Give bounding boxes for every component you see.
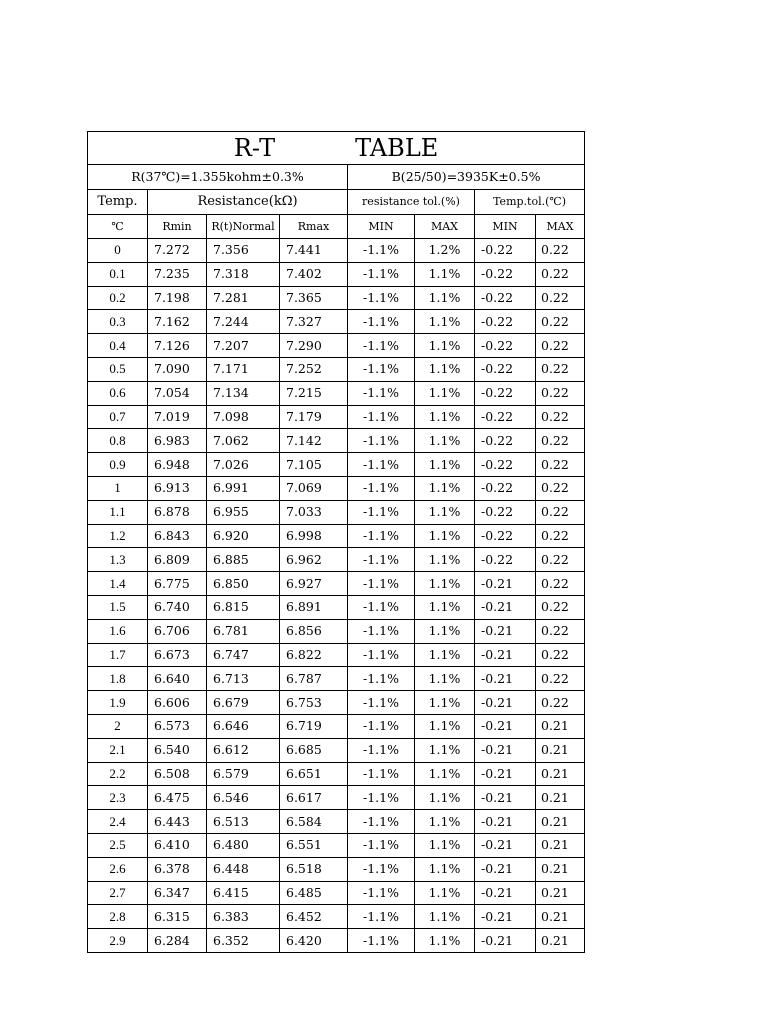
cell-res-tol-min: -1.1% xyxy=(348,833,415,857)
cell-temp-tol-min: -0.21 xyxy=(475,857,536,881)
cell-rmax: 6.485 xyxy=(280,881,348,905)
title-row xyxy=(88,132,585,165)
cell-rmin: 7.019 xyxy=(148,405,207,429)
cell-temp-tol-min: -0.22 xyxy=(475,310,536,334)
cell-res-tol-min: -1.1% xyxy=(348,476,415,500)
cell-rnormal: 6.679 xyxy=(207,691,280,715)
table-title xyxy=(88,132,585,165)
cell-rmax: 6.962 xyxy=(280,548,348,572)
cell-temp-tol-min: -0.22 xyxy=(475,262,536,286)
cell-res-tol-min: -1.1% xyxy=(348,738,415,762)
cell-temp: 2.9 xyxy=(88,929,148,953)
cell-res-tol-max: 1.1% xyxy=(415,429,475,453)
cell-res-tol-min: -1.1% xyxy=(348,810,415,834)
cell-rnormal: 7.098 xyxy=(207,405,280,429)
cell-res-tol-max: 1.1% xyxy=(415,881,475,905)
cell-rnormal: 6.920 xyxy=(207,524,280,548)
cell-temp: 1.7 xyxy=(88,643,148,667)
cell-temp-tol-max: 0.22 xyxy=(536,310,585,334)
table-row xyxy=(88,476,585,500)
cell-res-tol-min: -1.1% xyxy=(348,619,415,643)
cell-rmin: 6.809 xyxy=(148,548,207,572)
cell-rmin: 6.284 xyxy=(148,929,207,953)
cell-temp-tol-min: -0.22 xyxy=(475,476,536,500)
cell-rmax: 6.551 xyxy=(280,833,348,857)
cell-temp-tol-max: 0.22 xyxy=(536,405,585,429)
cell-rmax: 6.856 xyxy=(280,619,348,643)
cell-rmax: 7.069 xyxy=(280,476,348,500)
cell-res-tol-min: -1.1% xyxy=(348,357,415,381)
cell-rmin: 6.673 xyxy=(148,643,207,667)
cell-res-tol-min: -1.1% xyxy=(348,429,415,453)
cell-res-tol-max: 1.2% xyxy=(415,239,475,263)
cell-res-tol-max: 1.1% xyxy=(415,572,475,596)
cell-rnormal: 6.713 xyxy=(207,667,280,691)
cell-rnormal: 7.026 xyxy=(207,453,280,477)
cell-rmax: 7.179 xyxy=(280,405,348,429)
cell-rnormal: 6.579 xyxy=(207,762,280,786)
table-row xyxy=(88,334,585,358)
cell-res-tol-max: 1.1% xyxy=(415,381,475,405)
cell-res-tol-min: -1.1% xyxy=(348,334,415,358)
cell-rnormal: 6.815 xyxy=(207,595,280,619)
table-row xyxy=(88,239,585,263)
cell-temp-tol-min: -0.22 xyxy=(475,334,536,358)
cell-res-tol-max: 1.1% xyxy=(415,619,475,643)
table-row xyxy=(88,262,585,286)
table-row xyxy=(88,905,585,929)
cell-temp: 2.8 xyxy=(88,905,148,929)
cell-temp-tol-max: 0.22 xyxy=(536,357,585,381)
cell-temp: 0.2 xyxy=(88,286,148,310)
cell-rnormal: 7.207 xyxy=(207,334,280,358)
cell-rmin: 6.443 xyxy=(148,810,207,834)
cell-temp-tol-min: -0.22 xyxy=(475,453,536,477)
cell-rnormal: 6.885 xyxy=(207,548,280,572)
cell-rmax: 7.290 xyxy=(280,334,348,358)
cell-temp-tol-min: -0.21 xyxy=(475,667,536,691)
cell-rnormal: 6.955 xyxy=(207,500,280,524)
cell-temp-tol-max: 0.21 xyxy=(536,857,585,881)
cell-temp: 0.9 xyxy=(88,453,148,477)
cell-temp: 1.1 xyxy=(88,500,148,524)
cell-rmax: 7.105 xyxy=(280,453,348,477)
cell-temp: 2.3 xyxy=(88,786,148,810)
cell-rmax: 6.787 xyxy=(280,667,348,691)
cell-rmin: 6.475 xyxy=(148,786,207,810)
cell-temp: 1 xyxy=(88,476,148,500)
cell-rmin: 6.878 xyxy=(148,500,207,524)
cell-res-tol-min: -1.1% xyxy=(348,310,415,334)
cell-temp-tol-max: 0.21 xyxy=(536,929,585,953)
cell-rmin: 6.378 xyxy=(148,857,207,881)
table-row xyxy=(88,548,585,572)
cell-res-tol-max: 1.1% xyxy=(415,357,475,381)
table-row xyxy=(88,595,585,619)
cell-temp: 2.6 xyxy=(88,857,148,881)
cell-rmin: 6.775 xyxy=(148,572,207,596)
cell-res-tol-max: 1.1% xyxy=(415,500,475,524)
cell-temp-tol-min: -0.21 xyxy=(475,762,536,786)
cell-res-tol-min: -1.1% xyxy=(348,405,415,429)
cell-rmax: 6.891 xyxy=(280,595,348,619)
cell-rnormal: 6.850 xyxy=(207,572,280,596)
cell-res-tol-max: 1.1% xyxy=(415,905,475,929)
cell-res-tol-min: -1.1% xyxy=(348,857,415,881)
cell-res-tol-max: 1.1% xyxy=(415,810,475,834)
cell-rmax: 7.033 xyxy=(280,500,348,524)
cell-res-tol-max: 1.1% xyxy=(415,667,475,691)
cell-rmax: 6.753 xyxy=(280,691,348,715)
cell-res-tol-min: -1.1% xyxy=(348,881,415,905)
cell-rnormal: 7.062 xyxy=(207,429,280,453)
cell-temp-tol-max: 0.22 xyxy=(536,286,585,310)
cell-rmax: 7.327 xyxy=(280,310,348,334)
cell-rmin: 6.640 xyxy=(148,667,207,691)
cell-rnormal: 6.646 xyxy=(207,714,280,738)
cell-rmin: 7.162 xyxy=(148,310,207,334)
cell-res-tol-min: -1.1% xyxy=(348,239,415,263)
cell-res-tol-max: 1.1% xyxy=(415,524,475,548)
cell-temp-tol-min: -0.21 xyxy=(475,881,536,905)
cell-res-tol-min: -1.1% xyxy=(348,572,415,596)
cell-rmin: 7.198 xyxy=(148,286,207,310)
cell-res-tol-max: 1.1% xyxy=(415,310,475,334)
cell-rnormal: 7.318 xyxy=(207,262,280,286)
cell-temp-tol-max: 0.22 xyxy=(536,691,585,715)
cell-rmin: 7.272 xyxy=(148,239,207,263)
cell-rnormal: 6.352 xyxy=(207,929,280,953)
cell-rmax: 7.441 xyxy=(280,239,348,263)
cell-temp: 2.2 xyxy=(88,762,148,786)
cell-res-tol-max: 1.1% xyxy=(415,334,475,358)
cell-temp: 2.7 xyxy=(88,881,148,905)
cell-rmin: 6.740 xyxy=(148,595,207,619)
cell-temp-tol-min: -0.21 xyxy=(475,619,536,643)
cell-temp-tol-max: 0.22 xyxy=(536,239,585,263)
cell-temp-tol-max: 0.21 xyxy=(536,905,585,929)
cell-temp: 1.2 xyxy=(88,524,148,548)
cell-res-tol-min: -1.1% xyxy=(348,548,415,572)
cell-temp-tol-min: -0.21 xyxy=(475,905,536,929)
header-temp-tol: Temp.tol.(℃) xyxy=(475,190,585,215)
header-rmax: Rmax xyxy=(280,215,348,239)
cell-temp-tol-max: 0.22 xyxy=(536,429,585,453)
cell-temp-tol-max: 0.22 xyxy=(536,643,585,667)
cell-temp-tol-min: -0.22 xyxy=(475,405,536,429)
cell-temp: 0 xyxy=(88,239,148,263)
cell-temp-tol-min: -0.21 xyxy=(475,833,536,857)
cell-temp-tol-min: -0.22 xyxy=(475,548,536,572)
table-row xyxy=(88,643,585,667)
cell-res-tol-min: -1.1% xyxy=(348,762,415,786)
cell-temp-tol-min: -0.21 xyxy=(475,714,536,738)
cell-temp-tol-max: 0.22 xyxy=(536,500,585,524)
cell-temp: 1.3 xyxy=(88,548,148,572)
cell-temp: 0.6 xyxy=(88,381,148,405)
cell-temp-tol-min: -0.21 xyxy=(475,643,536,667)
table-row xyxy=(88,429,585,453)
cell-rmin: 7.090 xyxy=(148,357,207,381)
cell-rmin: 6.948 xyxy=(148,453,207,477)
cell-rmin: 6.843 xyxy=(148,524,207,548)
header-temp-tol-min: MIN xyxy=(475,215,536,239)
cell-rmin: 7.235 xyxy=(148,262,207,286)
cell-temp-tol-min: -0.21 xyxy=(475,572,536,596)
table-row xyxy=(88,619,585,643)
table-row xyxy=(88,500,585,524)
header-resistance-tol: resistance tol.(%) xyxy=(348,190,475,215)
cell-temp-tol-min: -0.22 xyxy=(475,357,536,381)
spec-r37: R(37℃)=1.355kohm±0.3% xyxy=(88,165,348,190)
cell-rmax: 6.927 xyxy=(280,572,348,596)
cell-rnormal: 7.244 xyxy=(207,310,280,334)
cell-res-tol-min: -1.1% xyxy=(348,691,415,715)
cell-temp: 1.6 xyxy=(88,619,148,643)
cell-rmax: 6.617 xyxy=(280,786,348,810)
header-res-tol-min: MIN xyxy=(348,215,415,239)
header-rmin: Rmin xyxy=(148,215,207,239)
cell-rmax: 6.452 xyxy=(280,905,348,929)
cell-temp-tol-min: -0.22 xyxy=(475,524,536,548)
cell-rmax: 7.365 xyxy=(280,286,348,310)
cell-rnormal: 6.480 xyxy=(207,833,280,857)
cell-rnormal: 7.281 xyxy=(207,286,280,310)
cell-temp-tol-max: 0.22 xyxy=(536,476,585,500)
title-right: TABLE xyxy=(355,134,439,162)
cell-rmax: 7.402 xyxy=(280,262,348,286)
cell-res-tol-max: 1.1% xyxy=(415,453,475,477)
cell-rmin: 6.913 xyxy=(148,476,207,500)
cell-rmin: 6.540 xyxy=(148,738,207,762)
cell-temp: 2.1 xyxy=(88,738,148,762)
header-rnormal: R(t)Normal xyxy=(207,215,280,239)
header-resistance: Resistance(kΩ) xyxy=(148,190,348,215)
cell-temp-tol-max: 0.22 xyxy=(536,667,585,691)
table-row xyxy=(88,381,585,405)
cell-rnormal: 6.747 xyxy=(207,643,280,667)
cell-res-tol-min: -1.1% xyxy=(348,905,415,929)
header-unit-c: ℃ xyxy=(88,215,148,239)
cell-rmin: 6.347 xyxy=(148,881,207,905)
cell-res-tol-max: 1.1% xyxy=(415,786,475,810)
cell-rnormal: 6.448 xyxy=(207,857,280,881)
cell-rmax: 6.420 xyxy=(280,929,348,953)
cell-rmax: 6.998 xyxy=(280,524,348,548)
cell-rmax: 6.719 xyxy=(280,714,348,738)
rt-table xyxy=(87,131,585,953)
table-row xyxy=(88,405,585,429)
cell-temp-tol-max: 0.22 xyxy=(536,548,585,572)
cell-res-tol-min: -1.1% xyxy=(348,786,415,810)
cell-rmax: 6.822 xyxy=(280,643,348,667)
table-row xyxy=(88,667,585,691)
cell-temp-tol-max: 0.22 xyxy=(536,572,585,596)
cell-temp-tol-max: 0.21 xyxy=(536,881,585,905)
cell-temp-tol-max: 0.21 xyxy=(536,738,585,762)
table-row xyxy=(88,286,585,310)
cell-rnormal: 6.991 xyxy=(207,476,280,500)
cell-temp: 0.4 xyxy=(88,334,148,358)
cell-temp: 0.7 xyxy=(88,405,148,429)
table-row xyxy=(88,691,585,715)
header-temp-tol-max: MAX xyxy=(536,215,585,239)
cell-rnormal: 7.171 xyxy=(207,357,280,381)
cell-temp-tol-max: 0.21 xyxy=(536,833,585,857)
table-row xyxy=(88,714,585,738)
cell-res-tol-max: 1.1% xyxy=(415,595,475,619)
cell-res-tol-max: 1.1% xyxy=(415,738,475,762)
table-row xyxy=(88,810,585,834)
cell-res-tol-min: -1.1% xyxy=(348,714,415,738)
spec-b2550: B(25/50)=3935K±0.5% xyxy=(348,165,585,190)
cell-res-tol-min: -1.1% xyxy=(348,286,415,310)
table-row xyxy=(88,572,585,596)
cell-temp: 2.5 xyxy=(88,833,148,857)
cell-temp-tol-min: -0.22 xyxy=(475,429,536,453)
cell-res-tol-max: 1.1% xyxy=(415,262,475,286)
cell-rmax: 6.518 xyxy=(280,857,348,881)
cell-rmin: 6.508 xyxy=(148,762,207,786)
cell-temp-tol-min: -0.21 xyxy=(475,691,536,715)
cell-res-tol-min: -1.1% xyxy=(348,262,415,286)
cell-temp-tol-max: 0.22 xyxy=(536,524,585,548)
cell-rnormal: 6.513 xyxy=(207,810,280,834)
cell-res-tol-max: 1.1% xyxy=(415,476,475,500)
cell-temp-tol-min: -0.22 xyxy=(475,500,536,524)
title-left: R-T xyxy=(233,134,276,162)
cell-rmin: 6.410 xyxy=(148,833,207,857)
header-temp: Temp. xyxy=(88,190,148,215)
cell-rmin: 7.126 xyxy=(148,334,207,358)
cell-temp-tol-max: 0.21 xyxy=(536,762,585,786)
table-row xyxy=(88,310,585,334)
cell-rmax: 6.651 xyxy=(280,762,348,786)
cell-temp-tol-max: 0.22 xyxy=(536,595,585,619)
cell-temp-tol-min: -0.22 xyxy=(475,239,536,263)
cell-temp-tol-min: -0.22 xyxy=(475,286,536,310)
cell-temp: 1.5 xyxy=(88,595,148,619)
table-row xyxy=(88,453,585,477)
cell-temp-tol-min: -0.21 xyxy=(475,810,536,834)
cell-temp-tol-min: -0.21 xyxy=(475,738,536,762)
cell-temp: 0.8 xyxy=(88,429,148,453)
cell-rmax: 7.142 xyxy=(280,429,348,453)
table-row xyxy=(88,929,585,953)
cell-res-tol-min: -1.1% xyxy=(348,643,415,667)
cell-temp-tol-max: 0.22 xyxy=(536,262,585,286)
cell-res-tol-max: 1.1% xyxy=(415,286,475,310)
cell-rmin: 6.315 xyxy=(148,905,207,929)
cell-temp-tol-max: 0.21 xyxy=(536,810,585,834)
cell-res-tol-min: -1.1% xyxy=(348,667,415,691)
cell-temp-tol-min: -0.21 xyxy=(475,595,536,619)
cell-rmin: 6.573 xyxy=(148,714,207,738)
cell-temp-tol-max: 0.22 xyxy=(536,619,585,643)
table-row xyxy=(88,857,585,881)
cell-res-tol-max: 1.1% xyxy=(415,833,475,857)
cell-rmax: 7.215 xyxy=(280,381,348,405)
cell-rnormal: 6.383 xyxy=(207,905,280,929)
cell-temp-tol-max: 0.22 xyxy=(536,381,585,405)
cell-res-tol-max: 1.1% xyxy=(415,643,475,667)
cell-res-tol-max: 1.1% xyxy=(415,929,475,953)
cell-res-tol-min: -1.1% xyxy=(348,595,415,619)
cell-rnormal: 6.781 xyxy=(207,619,280,643)
cell-res-tol-max: 1.1% xyxy=(415,714,475,738)
cell-res-tol-max: 1.1% xyxy=(415,857,475,881)
table-row xyxy=(88,524,585,548)
cell-rmin: 6.606 xyxy=(148,691,207,715)
table-row xyxy=(88,786,585,810)
cell-temp-tol-max: 0.21 xyxy=(536,786,585,810)
cell-res-tol-min: -1.1% xyxy=(348,453,415,477)
header-sub-row xyxy=(88,215,585,239)
cell-temp: 0.3 xyxy=(88,310,148,334)
cell-res-tol-min: -1.1% xyxy=(348,524,415,548)
cell-rmax: 7.252 xyxy=(280,357,348,381)
cell-rmin: 7.054 xyxy=(148,381,207,405)
cell-temp-tol-min: -0.21 xyxy=(475,929,536,953)
cell-rmin: 6.706 xyxy=(148,619,207,643)
cell-res-tol-min: -1.1% xyxy=(348,381,415,405)
cell-res-tol-min: -1.1% xyxy=(348,929,415,953)
cell-rmax: 6.584 xyxy=(280,810,348,834)
cell-temp: 2 xyxy=(88,714,148,738)
table-row xyxy=(88,833,585,857)
cell-res-tol-max: 1.1% xyxy=(415,548,475,572)
cell-rnormal: 6.546 xyxy=(207,786,280,810)
table-row xyxy=(88,357,585,381)
table-row xyxy=(88,881,585,905)
table-row xyxy=(88,738,585,762)
table-row xyxy=(88,762,585,786)
cell-rnormal: 7.356 xyxy=(207,239,280,263)
cell-temp: 1.8 xyxy=(88,667,148,691)
cell-temp-tol-max: 0.22 xyxy=(536,334,585,358)
cell-res-tol-max: 1.1% xyxy=(415,405,475,429)
cell-rmax: 6.685 xyxy=(280,738,348,762)
spec-row xyxy=(88,165,585,190)
cell-temp: 0.5 xyxy=(88,357,148,381)
cell-temp: 0.1 xyxy=(88,262,148,286)
cell-temp: 2.4 xyxy=(88,810,148,834)
cell-temp: 1.9 xyxy=(88,691,148,715)
cell-res-tol-max: 1.1% xyxy=(415,762,475,786)
cell-res-tol-max: 1.1% xyxy=(415,691,475,715)
cell-rnormal: 6.415 xyxy=(207,881,280,905)
header-res-tol-max: MAX xyxy=(415,215,475,239)
cell-temp-tol-max: 0.21 xyxy=(536,714,585,738)
header-group-row xyxy=(88,190,585,215)
cell-temp: 1.4 xyxy=(88,572,148,596)
cell-rmin: 6.983 xyxy=(148,429,207,453)
cell-rnormal: 7.134 xyxy=(207,381,280,405)
cell-temp-tol-max: 0.22 xyxy=(536,453,585,477)
cell-res-tol-min: -1.1% xyxy=(348,500,415,524)
cell-temp-tol-min: -0.21 xyxy=(475,786,536,810)
cell-temp-tol-min: -0.22 xyxy=(475,381,536,405)
cell-rnormal: 6.612 xyxy=(207,738,280,762)
